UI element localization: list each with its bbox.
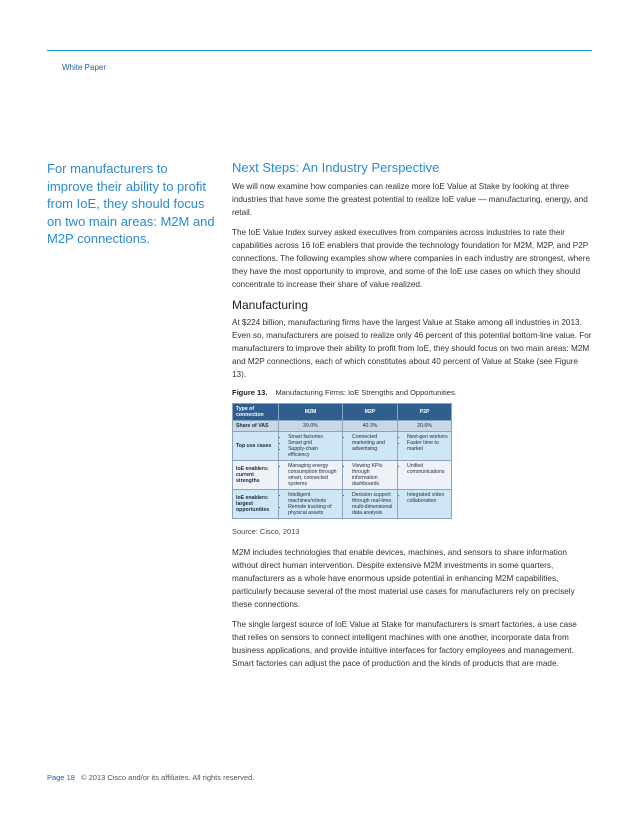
figure-caption (232, 388, 592, 397)
table-row (233, 432, 452, 461)
table-row (233, 461, 452, 490)
figure-source: Source: Cisco, 2013 (232, 527, 300, 536)
main-column (232, 160, 592, 677)
list-item: • Faster time to market (407, 440, 448, 452)
page-number: Page 18 (47, 773, 75, 782)
table-cell (343, 461, 398, 490)
list-item: • Managing energy consumption through smart, connected systems (288, 463, 339, 487)
row-label: IoE enablers: largest opportunities (233, 490, 279, 519)
list-item: • Remote tracking of physical assets (288, 504, 339, 516)
table-header: P2P (398, 404, 452, 421)
table-cell (398, 490, 452, 519)
document-type-label: White Paper (62, 63, 107, 72)
paragraph-manufacturing: At $224 billion, manufacturing firms have the largest Value at Stake among all industries in 2013. Even so, manufacturers are poised to realize only 46 percent of this potential bottom-line value. For manufacturers to improve their ability to profit from IoE, they should focus on two main areas: M2M and M2P connections, each of which constitutes about 40 percent of Value at Stake (see Figure 13). (232, 318, 592, 379)
list-item: • Unified communications (407, 463, 448, 475)
list-item: • Intelligent machines/robots (288, 492, 339, 504)
figure-number: Figure 13. (232, 388, 268, 397)
table-cell (398, 461, 452, 490)
table-cell (279, 432, 343, 461)
list-item: • Smart grid (288, 440, 339, 446)
table-cell (279, 461, 343, 490)
table-cell (343, 432, 398, 461)
copyright-notice: © 2013 Cisco and/or its affiliates. All rights reserved. (80, 773, 255, 782)
table-cell: 20.6% (398, 421, 452, 432)
paragraph-survey: The IoE Value Index survey asked executives from companies across industries to rate their capabilities across 16 IoE enablers that provide the technology foundation for M2M, M2P, and P2P connections. The following examples show where companies in each industry are strongest, where they have the most opportunity to improve, and some of the IoE use cases on which they should concentrate to increase their share of value realized. (232, 228, 591, 289)
figure-table (232, 403, 452, 519)
page-footer (47, 773, 254, 782)
table-header: Type of connection (233, 404, 279, 421)
list-item: • Smart factories (288, 434, 339, 440)
figure-title: Manufacturing Firms: IoE Strengths and Opportunities. (275, 388, 457, 397)
row-label: IoE enablers: current strengths (233, 461, 279, 490)
subsection-heading: Manufacturing (232, 298, 309, 312)
list-item: • Integrated video collaboration (407, 492, 448, 504)
table-row (233, 421, 452, 432)
paragraph-smart-factories: The single largest source of IoE Value at Stake for manufacturers is smart factories, a use case that relies on sensors to connect intelligent machines with one another, incorporate data from business applications, and provide intuitive interfaces for factory employees and management. Smart factories can adjust the pace of production and the kinds of products that are made. (232, 620, 577, 668)
table-cell: 40.3% (343, 421, 398, 432)
header-rule (47, 50, 592, 51)
paragraph-intro: We will now examine how companies can realize more IoE Value at Stake by looking at three industries that have some the greatest potential to realize IoE value — manufacturing, energy, and retail. (232, 182, 588, 217)
table-header: M2P (343, 404, 398, 421)
pull-quote: For manufacturers to improve their ability to profit from IoE, they should focus on two main areas: M2M and M2P connections. (47, 161, 215, 246)
table-cell (279, 490, 343, 519)
row-label: Share of VAS (233, 421, 279, 432)
list-item: • Viewing KPIs through information dashboards (352, 463, 394, 487)
row-label: Top use cases (233, 432, 279, 461)
table-cell (398, 432, 452, 461)
paragraph-m2m: M2M includes technologies that enable devices, machines, and sensors to share information without direct human intervention. Despite extensive M2M investments in some quarters, manufacturers as a whole have enormous upside potential in enhancing M2M capabilities, particularly because several of the most material use cases for manufacturers rely on precisely these connections. (232, 548, 575, 609)
section-heading: Next Steps: An Industry Perspective (232, 160, 440, 175)
list-item: • Connected marketing and advertising (352, 434, 394, 452)
table-cell (343, 490, 398, 519)
table-header: M2M (279, 404, 343, 421)
list-item: • Supply-chain efficiency (288, 446, 339, 458)
table-cell: 39.0% (279, 421, 343, 432)
table-row (233, 490, 452, 519)
list-item: • Decision support through real-time, multi-dimensional data analysis (352, 492, 394, 516)
list-item: • Next-gen workers (407, 434, 448, 440)
